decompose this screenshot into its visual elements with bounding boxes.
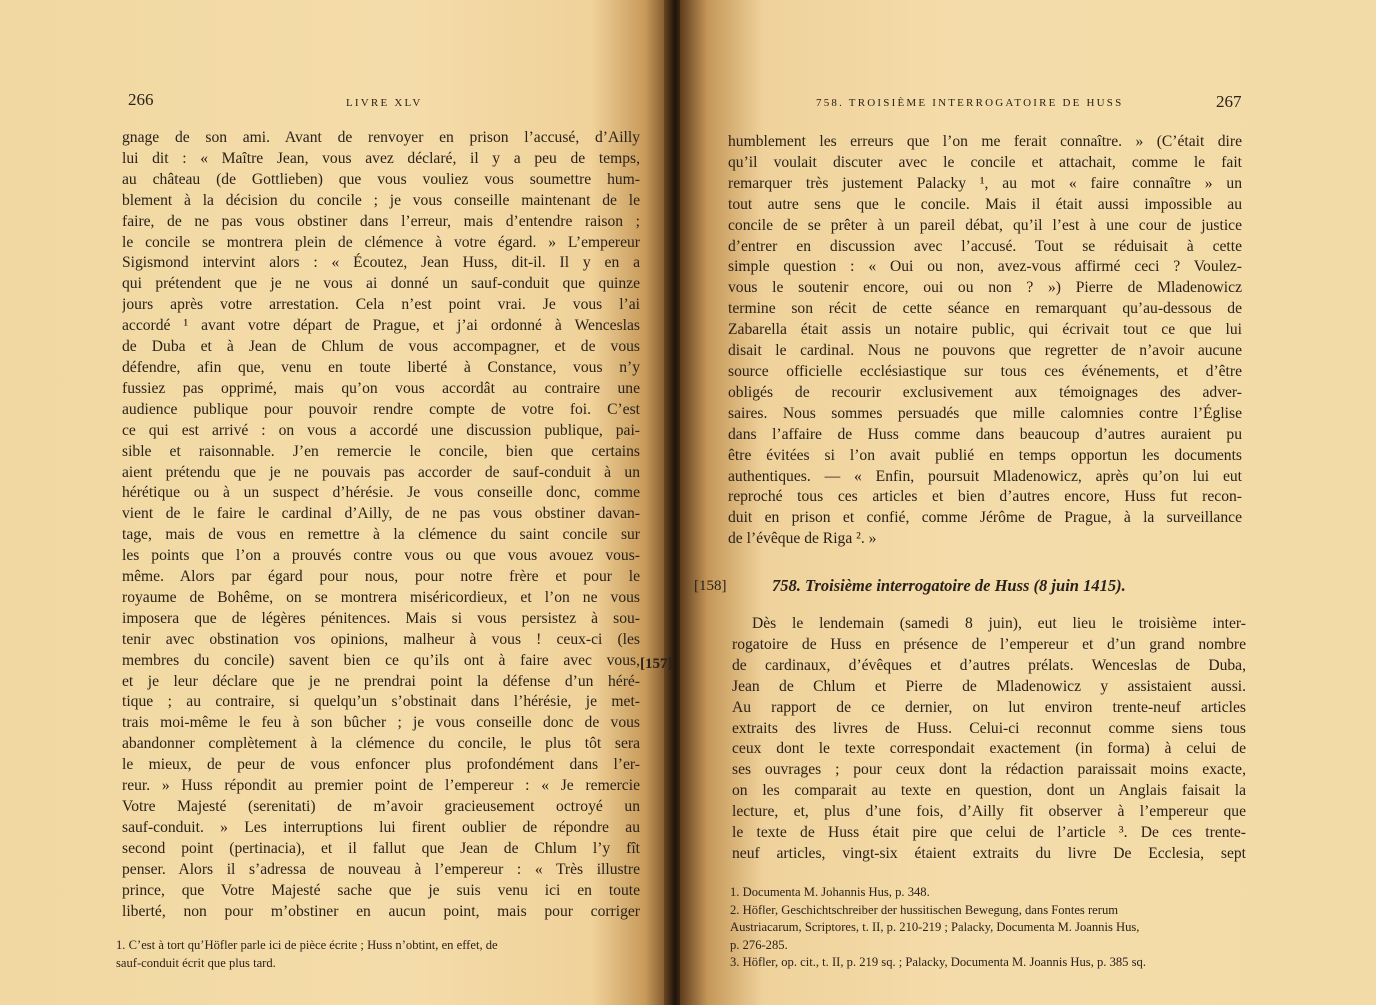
text-line: au château (de Gottlieben) que vous vouliez vous soumettre hum- [122,170,640,188]
text-line: source officielle ecclésiastique sur tous ces événements, et d’être [728,362,1242,380]
text-line: qu’il voulait discuter avec le concile et attachait, comme le fait [728,153,1242,171]
left-page [0,0,672,1005]
text-line: le concile se montrera plein de clémence à votre égard. » L’empereur [122,233,640,251]
right-body-text-top [728,132,1242,550]
text-line: fussiez pas opprimé, mais qu’on vous accordât au contraire une [122,379,640,397]
footnote-line: 3. Höfler, op. cit., t. II, p. 219 sq. ; Palacky, Documenta M. Joannis Hus, p. 385 sq. [730,955,1146,969]
footnote-line: Austriacarum, Scriptores, t. II, p. 210-219 ; Palacky, Documenta M. Joannis Hus, [730,920,1140,934]
text-line: Dès le lendemain (samedi 8 juin), eut lieu le troisième inter- [752,615,1246,632]
text-line: disait le cardinal. Nous ne pouvons que regretter de n’avoir aucune [728,342,1242,360]
text-line: termine son récit de cette séance en remarquant qu’au-dessous de [728,300,1242,318]
text-line: remarquer très justement Palacky ¹, au mot « faire connaître » un [728,174,1242,192]
text-line: imposera que de légères pénitences. Mais si vous persistez à sou- [122,609,640,627]
text-line: de cardinaux, d’évêques et d’autres prélats. Wenceslas de Duba, [732,656,1246,674]
text-line: concile de se prêter à un pareil débat, qu’il l’est à une cour de justice [728,216,1242,234]
text-line: et je leur déclare que je ne prendrai point la défense d’un héré- [122,672,640,690]
footnote-line: sauf-conduit écrit que plus tard. [116,955,276,970]
right-footnotes [730,884,1246,972]
text-line: jours après votre arrestation. Cela n’est point vrai. Je vous l’ai [122,296,640,314]
footnote-line: 2. Höfler, Geschichtschreiber der hussitischen Bewegung, dans Fontes rerum [730,902,1119,917]
text-line: reproché tous ces articles et bien d’autres encore, Huss fut recon- [728,488,1242,506]
text-line: abandonner complètement à la clémence du concile, le plus tôt sera [122,735,640,753]
text-line: de l’évêque de Riga ². » [728,530,877,548]
text-line: sible et raisonnable. J’en remercie le concile, bien que certains [122,442,640,460]
text-line: accordé ¹ avant votre départ de Prague, et j’ai ordonné à Wenceslas [122,317,640,335]
text-line: vous le soutenir encore, oui ou non ? ») Pierre de Mladenowicz [728,279,1242,297]
text-line: royaume de Bohême, on se montrera miséricordieux, et l’on ne vous [122,588,640,606]
margin-number-right: [158] [694,578,727,594]
text-line: être évitées si l’on avait publié en temps opportun les documents [728,446,1242,464]
text-line: membres du concile) savent bien ce qu’ils ont à faire avec vous, [122,651,640,669]
margin-number-left: [157] [640,656,673,672]
text-line: Jean de Chlum et Pierre de Mladenowicz y assistaient aussi. [732,677,1246,695]
text-line: trais moi-même le feu à son bûcher ; je vous conseille donc de vous [122,714,640,732]
left-body-text [122,128,640,922]
text-line: sauf-conduit. » Les interruptions lui firent oublier de répondre au [122,818,640,836]
text-line: faire, de ne pas vous obstiner dans l’erreur, mais d’entendre raison ; [122,212,640,230]
text-line: humblement les erreurs que l’on me ferait connaître. » (C’était dire [728,133,1242,150]
text-line: tenir avec obstination vos opinions, malheur à vous ! ceux-ci (les [122,630,640,648]
right-body-text-bottom [732,614,1246,865]
text-line: saires. Nous sommes persuadés que mille calomnies contre l’Église [728,404,1242,422]
text-line: aient prétendu que je ne pouvais pas accorder de sauf-conduit à un [122,463,640,481]
footnote-line: 1. C’est à tort qu’Höfler parle ici de pièce écrite ; Huss n’obtint, en effet, de [116,938,498,952]
text-line: gnage de son ami. Avant de renvoyer en prison l’accusé, d’Ailly [122,129,640,146]
text-line: simple question : « Oui ou non, avez-vous affirmé ceci ? Voulez- [728,258,1242,276]
text-line: penser. Alors il s’adressa de nouveau à l’empereur : « Très illustre [122,860,640,878]
text-line: ses ouvrages ; pour ceux dont la rédaction paraissait moins exacte, [732,761,1246,779]
text-line: Votre Majesté (serenitati) de m’avoir gracieusement octroyé un [122,798,640,815]
text-line: Zabarella était assis un notaire public, qui écrivait tout ce que lui [728,321,1242,339]
text-line: tout autre sens que le concile. Mais il était aussi impossible au [728,195,1242,213]
text-line: qui prétendent que je ne vous ai donné un sauf-conduit que quinze [122,275,640,293]
text-line: ce qui est arrivé : on vous a accordé une discussion publique, pai- [122,421,640,439]
text-line: tique ; au contraire, si quelqu’un s’obstinait dans l’hérésie, je met- [122,693,640,711]
text-line: Sigismond intervint alors : « Écoutez, Jean Huss, dit-il. Il y en a [122,254,640,272]
text-line: le mieux, de peur de vous enfoncer plus profondément dans l’er- [122,756,640,774]
text-line: blement à la décision du concile ; je vous conseille maintenant de le [122,191,640,209]
text-line: ceux dont le texte correspondait exactement (in forma) à celui de [732,740,1246,758]
running-head: 758. TROISIÈME INTERROGATOIRE DE HUSS [816,97,1124,109]
page-number: 266 [128,90,154,109]
text-line: liberté, non pour m’obstiner en aucun point, mais pour corriger [122,902,640,920]
text-line: dans l’affaire de Huss comme dans beaucoup d’autres auraient pu [728,425,1242,443]
text-line: tage, mais de vous en remettre à la clémence du saint concile sur [122,526,640,544]
right-page [680,0,1376,1005]
text-line: même. Alors par égard pour nous, pour notre frère et pour le [122,568,640,586]
text-line: lecture, et, plus d’une fois, d’Ailly fit observer à l’empereur que [732,803,1246,821]
text-line: lui dit : « Maître Jean, vous avez déclaré, il y a peu de temps, [122,149,640,167]
text-line: d’entrer en discussion avec l’accusé. Tout se réduisait à cette [728,237,1242,255]
text-line: second point (pertinacia), et il fallut que Jean de Chlum l’y fît [122,839,640,857]
text-line: authentiques. — « Enfin, poursuit Mladenowicz, après qu’on lui eut [728,467,1242,485]
text-line: on les comparait au texte en question, dont un Anglais faisait la [732,782,1246,800]
text-line: obligés de recourir exclusivement aux témoignages des adver- [728,383,1242,401]
text-line: défendre, afin que, venu en toute liberté à Constance, vous n’y [122,358,640,376]
text-line: vient de le faire le cardinal d’Ailly, de ne pas vous obstiner davan- [122,505,640,523]
page-number: 267 [1216,92,1242,111]
text-line: rogatoire de Huss en présence de l’empereur et d’un grand nombre [732,635,1246,653]
running-head: LIVRE XLV [346,97,423,109]
text-line: duit en prison et confié, comme Jérôme de Prague, à la surveillance [728,509,1242,527]
text-line: Au rapport de ce dernier, on lut environ trente-neuf articles [732,698,1246,716]
footnote-line: 1. Documenta M. Johannis Hus, p. 348. [730,885,930,899]
text-line: extraits des livres de Huss. Celui-ci reconnut comme siens tous [732,719,1246,737]
text-line: audience publique pour pouvoir rendre compte de votre foi. C’est [122,400,640,418]
left-footnotes [116,937,636,972]
text-line: hérétique ou à un suspect d’hérésie. Je vous conseille donc, comme [122,484,640,502]
section-heading: 758. Troisième interrogatoire de Huss (8 juin 1415). [772,576,1126,595]
text-line: reur. » Huss répondit au premier point de l’empereur : « Je remercie [122,777,640,795]
footnote-line: p. 276-285. [730,937,788,952]
text-line: prince, que Votre Majesté sache que je suis venu ici en toute [122,881,640,899]
text-line: neuf articles, vingt-six étaient extraits du livre De Ecclesia, sept [732,844,1246,862]
text-line: de Duba et à Jean de Chlum de vous accompagner, et de vous [122,338,640,356]
text-line: le texte de Huss était pire que celui de l’article ³. De ces trente- [732,824,1246,842]
text-line: les points que l’on a prouvés contre vous ou que vous avouez vous- [122,547,640,565]
